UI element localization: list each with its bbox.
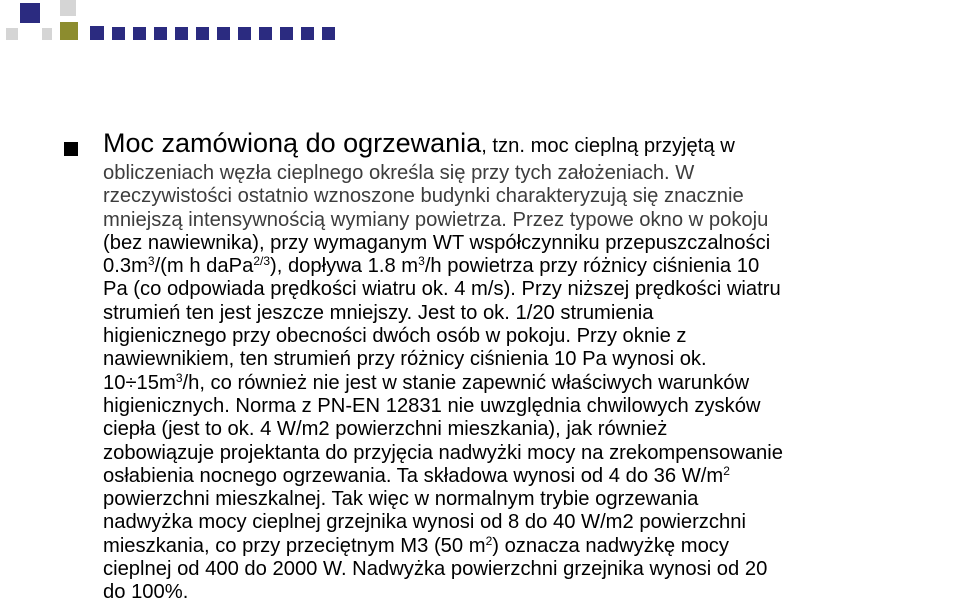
text-line-4: mniejszą intensywnością wymiany powietrza. Przez typowe okno w pokoju — [103, 208, 769, 231]
text-line-11 — [103, 372, 923, 395]
navy-square-small — [217, 27, 230, 40]
navy-square-small — [196, 27, 209, 40]
text-line-13: ciepła (jest to ok. 4 W/m2 powierzchni mieszkania), jak również — [103, 418, 668, 441]
navy-square-small — [280, 27, 293, 40]
navy-square-small — [301, 27, 314, 40]
text-segment: , tzn. moc cieplną przyjętą w — [481, 135, 735, 157]
square-bullet-icon — [64, 142, 78, 156]
lead-phrase: Moc zamówioną do ogrzewania — [103, 128, 482, 158]
text-line-16: powierzchni mieszkalnej. Tak więc w normalnym trybie ogrzewania — [103, 488, 699, 511]
text-segment: osłabienia nocnego ogrzewania. Ta składowa wynosi od 4 do 36 W/m — [103, 464, 724, 487]
navy-square-small — [175, 27, 188, 40]
olive-square — [60, 22, 78, 40]
superscript: 3 — [147, 254, 155, 269]
navy-square-small — [259, 27, 272, 40]
text-segment: /(m h daPa — [154, 255, 254, 278]
text-segment: mieszkania, co przy przeciętnym M3 (50 m — [103, 534, 486, 557]
decorative-squares-pattern — [0, 0, 340, 40]
navy-square-small — [133, 27, 146, 40]
text-line-10: nawiewnikiem, ten strumień przy różnicy ciśnienia 10 Pa wynosi ok. — [103, 348, 707, 371]
navy-square-small — [154, 27, 167, 40]
superscript: 3 — [175, 370, 183, 385]
superscript: 2 — [723, 463, 730, 478]
navy-square-small — [238, 27, 251, 40]
text-segment: 10÷15m — [103, 371, 176, 394]
superscript: 3 — [418, 254, 425, 269]
navy-square-small — [322, 27, 335, 40]
navy-square-small — [112, 27, 125, 40]
text-line-18 — [103, 535, 923, 558]
superscript: 2/3 — [253, 254, 271, 269]
text-segment: /h, co również nie jest w stanie zapewnić właściwych warunków — [182, 371, 750, 394]
text-segment: /h powietrza przy różnicy ciśnienia 10 — [424, 255, 760, 278]
text-line-3: rzeczywistości ostatnio wznoszone budynki charakteryzują się znacznie — [103, 185, 744, 208]
gray-square-small — [42, 28, 52, 40]
gray-square-small — [6, 28, 18, 40]
text-line-9: higienicznego przy obecności dwóch osób w pokoju. Przy oknie z — [103, 325, 687, 348]
text-segment: ) oznacza nadwyżkę mocy — [492, 534, 729, 557]
text-line-19: cieplnej od 400 do 2000 W. Nadwyżka powierzchni grzejnika wynosi od 20 — [103, 558, 768, 581]
text-segment: ), dopływa 1.8 m — [270, 255, 419, 278]
navy-square-small — [90, 26, 104, 40]
text-line-8: strumień ten jest jeszcze mniejszy. Jest to ok. 1/20 strumienia — [103, 301, 654, 324]
slide-body-text — [103, 124, 923, 604]
text-line-12: higienicznych. Norma z PN-EN 12831 nie uwzględnia chwilowych zysków — [103, 394, 761, 417]
text-line-14: zobowiązuje projektanta do przyjęcia nadwyżki mocy na zrekompensowanie — [103, 441, 783, 464]
superscript: 2 — [485, 533, 493, 548]
gray-square-large — [60, 0, 76, 16]
text-line-2: obliczeniach węzła cieplnego określa się przy tych założeniach. W — [103, 162, 695, 184]
text-line-6 — [103, 255, 923, 278]
text-line-20: do 100%. — [103, 581, 189, 604]
text-line-17: nadwyżka mocy cieplnej grzejnika wynosi od 8 do 40 W/m2 powierzchni — [103, 511, 746, 534]
text-line-7: Pa (co odpowiada prędkości wiatru ok. 4 m/s). Przy niższej prędkości wiatru — [103, 278, 781, 301]
text-line-15 — [103, 465, 923, 488]
text-line-1 — [103, 124, 923, 162]
text-segment: 0.3m — [103, 255, 148, 278]
text-line-5: (bez nawiewnika), przy wymaganym WT współczynniku przepuszczalności — [103, 231, 771, 254]
navy-square-large — [20, 3, 40, 23]
